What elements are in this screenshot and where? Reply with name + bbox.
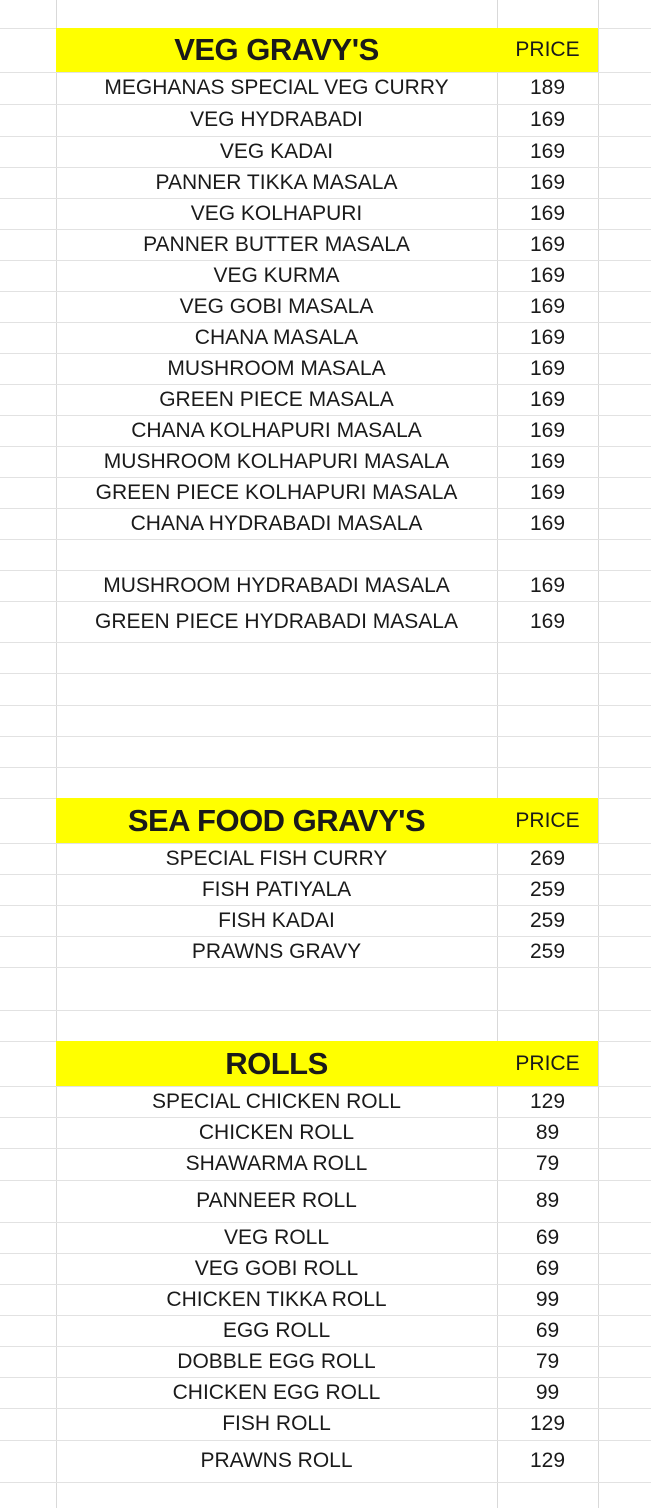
menu-item-name: VEG KOLHAPURI: [190, 201, 363, 225]
menu-item-name: SPECIAL FISH CURRY: [165, 846, 388, 870]
grid-column-line: [598, 0, 599, 1508]
menu-item-price: 189: [529, 76, 566, 99]
menu-item-price: 169: [529, 139, 566, 163]
menu-item-price: 129: [529, 1449, 566, 1472]
menu-item-price: 79: [535, 1152, 560, 1175]
menu-item-price: 169: [529, 573, 566, 597]
grid-row-line: [0, 705, 651, 706]
menu-item-name: MEGHANAS SPECIAL VEG CURRY: [104, 76, 449, 99]
menu-item-name: SHAWARMA ROLL: [185, 1152, 368, 1175]
menu-item-price: 259: [529, 939, 566, 963]
section-title: SEA FOOD GRAVY'S: [127, 802, 426, 838]
menu-item-price: 169: [529, 609, 566, 633]
menu-item-price: 129: [529, 1089, 566, 1113]
menu-item-name: MUSHROOM KOLHAPURI MASALA: [103, 449, 450, 473]
menu-item-name: MUSHROOM MASALA: [167, 356, 386, 380]
menu-item-name: PANNER BUTTER MASALA: [143, 232, 410, 256]
section-title: VEG GRAVY'S: [174, 32, 379, 67]
menu-item-price: 89: [535, 1120, 560, 1144]
menu-item-price: 169: [529, 387, 566, 411]
menu-item-price: 169: [529, 263, 566, 287]
menu-item-name: CHANA MASALA: [194, 325, 359, 349]
menu-item-name: GREEN PIECE MASALA: [159, 387, 394, 411]
menu-item-name: PANNEER ROLL: [196, 1189, 357, 1212]
price-column-header: PRICE: [515, 1051, 580, 1075]
menu-item-name: FISH ROLL: [222, 1412, 331, 1435]
section-title: ROLLS: [225, 1045, 328, 1081]
menu-item-price: 169: [529, 418, 566, 442]
menu-item-name: VEG GOBI MASALA: [179, 294, 374, 318]
menu-item-price: 69: [535, 1225, 560, 1249]
grid-row-line: [0, 736, 651, 737]
menu-item-price: 169: [529, 108, 566, 131]
menu-item-price: 259: [529, 877, 566, 901]
menu-item-name: DOBBLE EGG ROLL: [177, 1349, 376, 1373]
menu-item-name: VEG ROLL: [223, 1225, 330, 1249]
menu-item-name: VEG KADAI: [219, 139, 334, 163]
menu-item-price: 79: [535, 1349, 560, 1373]
menu-item-price: 99: [535, 1287, 560, 1311]
grid-row-line: [0, 539, 651, 540]
menu-item-name: FISH KADAI: [218, 908, 335, 932]
menu-item-price: 89: [535, 1189, 560, 1212]
menu-item-name: CHANA KOLHAPURI MASALA: [131, 418, 422, 442]
menu-item-price: 69: [535, 1318, 560, 1342]
grid-row-line: [0, 1010, 651, 1011]
menu-item-price: 169: [529, 356, 566, 380]
price-column-header: PRICE: [515, 808, 580, 832]
menu-item-price: 169: [529, 480, 566, 504]
menu-item-name: FISH PATIYALA: [201, 877, 352, 901]
menu-item-price: 129: [529, 1412, 566, 1435]
grid-row-line: [0, 642, 651, 643]
menu-item-price: 169: [529, 511, 566, 535]
menu-item-name: GREEN PIECE HYDRABADI MASALA: [95, 609, 458, 633]
menu-item-price: 269: [529, 846, 566, 870]
menu-item-name: VEG HYDRABADI: [190, 108, 363, 131]
menu-item-price: 169: [529, 294, 566, 318]
menu-item-price: 99: [535, 1380, 560, 1404]
menu-item-price: 169: [529, 232, 566, 256]
menu-item-name: MUSHROOM HYDRABADI MASALA: [103, 573, 450, 597]
grid-row-line: [0, 767, 651, 768]
menu-item-price: 69: [535, 1256, 560, 1280]
menu-item-name: GREEN PIECE KOLHAPURI MASALA: [95, 480, 458, 504]
menu-item-name: CHICKEN EGG ROLL: [172, 1380, 381, 1404]
menu-item-price: 169: [529, 170, 566, 194]
menu-item-name: VEG GOBI ROLL: [194, 1256, 359, 1280]
menu-item-name: SPECIAL CHICKEN ROLL: [152, 1089, 401, 1113]
menu-item-name: VEG KURMA: [213, 263, 340, 287]
menu-item-name: PANNER TIKKA MASALA: [155, 170, 398, 194]
menu-item-name: PRAWNS GRAVY: [191, 939, 362, 963]
menu-item-price: 169: [529, 325, 566, 349]
menu-item-name: CHANA HYDRABADI MASALA: [130, 511, 423, 535]
menu-item-price: 169: [529, 201, 566, 225]
menu-item-name: EGG ROLL: [222, 1318, 331, 1342]
grid-row-line: [0, 1482, 651, 1483]
menu-item-name: CHICKEN ROLL: [198, 1120, 355, 1144]
menu-item-name: CHICKEN TIKKA ROLL: [166, 1287, 387, 1311]
menu-item-price: 169: [529, 449, 566, 473]
grid-row-line: [0, 673, 651, 674]
menu-item-name: PRAWNS ROLL: [200, 1449, 353, 1472]
menu-item-price: 259: [529, 908, 566, 932]
grid-row-line: [0, 967, 651, 968]
price-column-header: PRICE: [515, 38, 580, 61]
